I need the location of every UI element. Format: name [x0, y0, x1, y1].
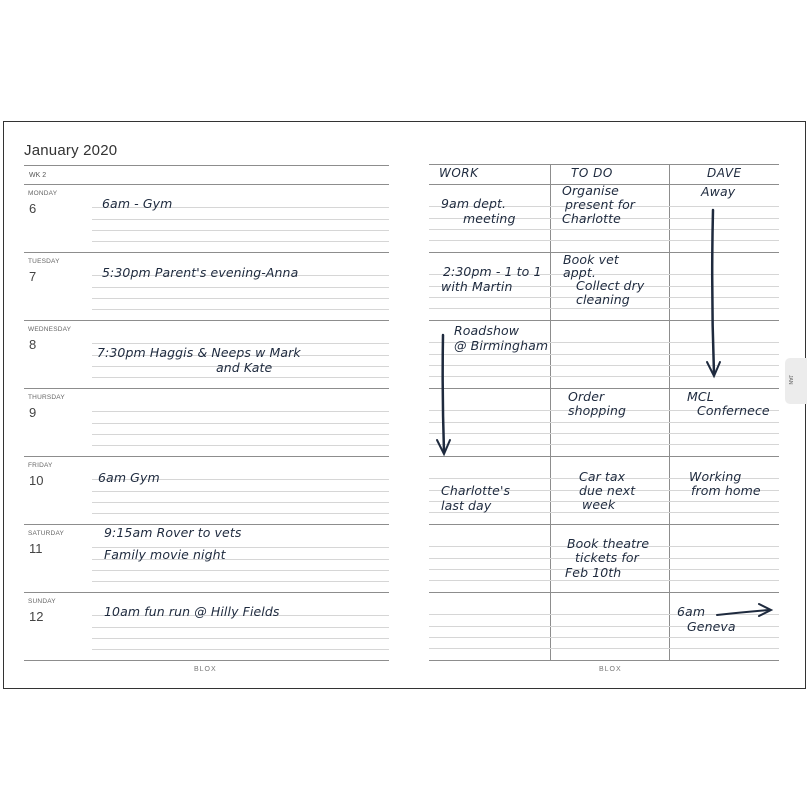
ruled-line	[92, 502, 389, 503]
planner-spread	[3, 121, 806, 689]
todo-entry: appt.	[563, 265, 596, 280]
dave-entry: MCL	[687, 389, 714, 404]
todo-entry: Book theatre	[567, 536, 650, 551]
day-wednesday	[24, 320, 389, 388]
ruled-line	[92, 343, 389, 344]
entry: and Kate	[216, 360, 273, 375]
day-name: WEDNESDAY	[28, 326, 72, 333]
ruled-line	[92, 638, 389, 639]
todo-entry: Book vet	[563, 252, 619, 267]
dave-entry: Working	[689, 469, 742, 484]
todo-entry: Collect dry	[576, 278, 645, 293]
day-name: SATURDAY	[28, 530, 65, 537]
ruled-line	[92, 298, 389, 299]
day-number: 12	[29, 609, 44, 624]
todo-entry: Car tax	[579, 469, 626, 484]
ruled-line	[92, 241, 389, 242]
month-tab-label: JAN	[787, 375, 793, 385]
todo-entry: due next	[579, 483, 636, 498]
todo-entry: Order	[568, 389, 605, 404]
dave-entry: Confernece	[697, 403, 770, 418]
page-title: January 2020	[24, 142, 118, 159]
todo-entry: Feb 10th	[565, 565, 622, 580]
ruled-line	[92, 411, 389, 412]
todo-entry: Organise	[562, 183, 619, 198]
ruled-line	[92, 445, 389, 446]
row-rule	[429, 660, 779, 661]
column-header-dave: DAVE	[707, 166, 742, 180]
column-header-work: WORK	[439, 166, 479, 180]
day-name: FRIDAY	[28, 462, 53, 469]
ruled-line	[92, 581, 389, 582]
day-monday	[24, 184, 389, 252]
row-rule	[429, 456, 779, 457]
day-number: 9	[29, 405, 37, 420]
todo-entry: shopping	[568, 403, 627, 418]
title-rule	[24, 165, 389, 166]
ruled-line	[92, 287, 389, 288]
work-entry: 9am dept.	[441, 196, 507, 211]
row-rule	[429, 320, 779, 321]
ruled-line	[92, 434, 389, 435]
ruled-line	[92, 570, 389, 571]
day-number: 10	[29, 473, 44, 488]
day-number: 8	[29, 337, 37, 352]
dave-entry: Geneva	[687, 619, 736, 634]
todo-entry: week	[582, 497, 616, 512]
entry: 7:30pm Haggis & Neeps w Mark	[97, 345, 301, 360]
ruled-line	[92, 423, 389, 424]
todo-entry: cleaning	[576, 292, 630, 307]
column-header-todo: TO DO	[571, 166, 613, 180]
dave-entry: Away	[701, 184, 736, 199]
day-sunday	[24, 592, 389, 660]
row-rule	[429, 592, 779, 593]
bottom-rule	[24, 660, 389, 661]
entry: 6am Gym	[98, 470, 160, 485]
dave-entry: from home	[691, 483, 761, 498]
day-number: 6	[29, 201, 37, 216]
ruled-line	[92, 230, 389, 231]
entry: Family movie night	[104, 547, 226, 562]
entry: 9:15am Rover to vets	[104, 525, 242, 540]
day-name: TUESDAY	[28, 258, 60, 265]
work-entry: last day	[441, 498, 492, 513]
todo-entry: tickets for	[575, 550, 639, 565]
column-divider	[550, 164, 551, 660]
dave-entry: 6am	[677, 604, 706, 619]
brand-footer: BLOX	[599, 666, 622, 673]
ruled-line	[92, 627, 389, 628]
left-page	[24, 122, 389, 688]
work-entry: 2:30pm - 1 to 1	[443, 264, 542, 279]
column-divider	[669, 164, 670, 660]
work-entry: meeting	[463, 211, 516, 226]
work-entry: Roadshow	[454, 323, 520, 338]
ruled-line	[92, 491, 389, 492]
day-number: 11	[29, 541, 43, 556]
ruled-line	[92, 649, 389, 650]
ruled-line	[92, 377, 389, 378]
entry: 6am - Gym	[102, 196, 173, 211]
entry: 10am fun run @ Hilly Fields	[104, 604, 280, 619]
work-entry: @ Birmingham	[454, 338, 549, 353]
day-name: THURSDAY	[28, 394, 65, 401]
day-name: MONDAY	[28, 190, 58, 197]
ruled-line	[92, 309, 389, 310]
header-rule	[429, 164, 779, 165]
right-page	[429, 122, 779, 688]
todo-entry: Charlotte	[562, 211, 621, 226]
entry: 5:30pm Parent's evening-Anna	[102, 265, 299, 280]
day-thursday	[24, 388, 389, 456]
day-saturday	[24, 524, 389, 592]
brand-footer: BLOX	[194, 666, 217, 673]
row-rule	[429, 524, 779, 525]
day-friday	[24, 456, 389, 524]
ruled-line	[92, 219, 389, 220]
day-number: 7	[29, 269, 37, 284]
day-name: SUNDAY	[28, 598, 56, 605]
month-tab[interactable]	[785, 358, 807, 404]
todo-entry: present for	[565, 197, 636, 212]
work-entry: Charlotte's	[441, 483, 511, 498]
week-label: WK 2	[29, 172, 47, 179]
ruled-line	[92, 513, 389, 514]
work-entry: with Martin	[441, 279, 513, 294]
day-tuesday	[24, 252, 389, 320]
